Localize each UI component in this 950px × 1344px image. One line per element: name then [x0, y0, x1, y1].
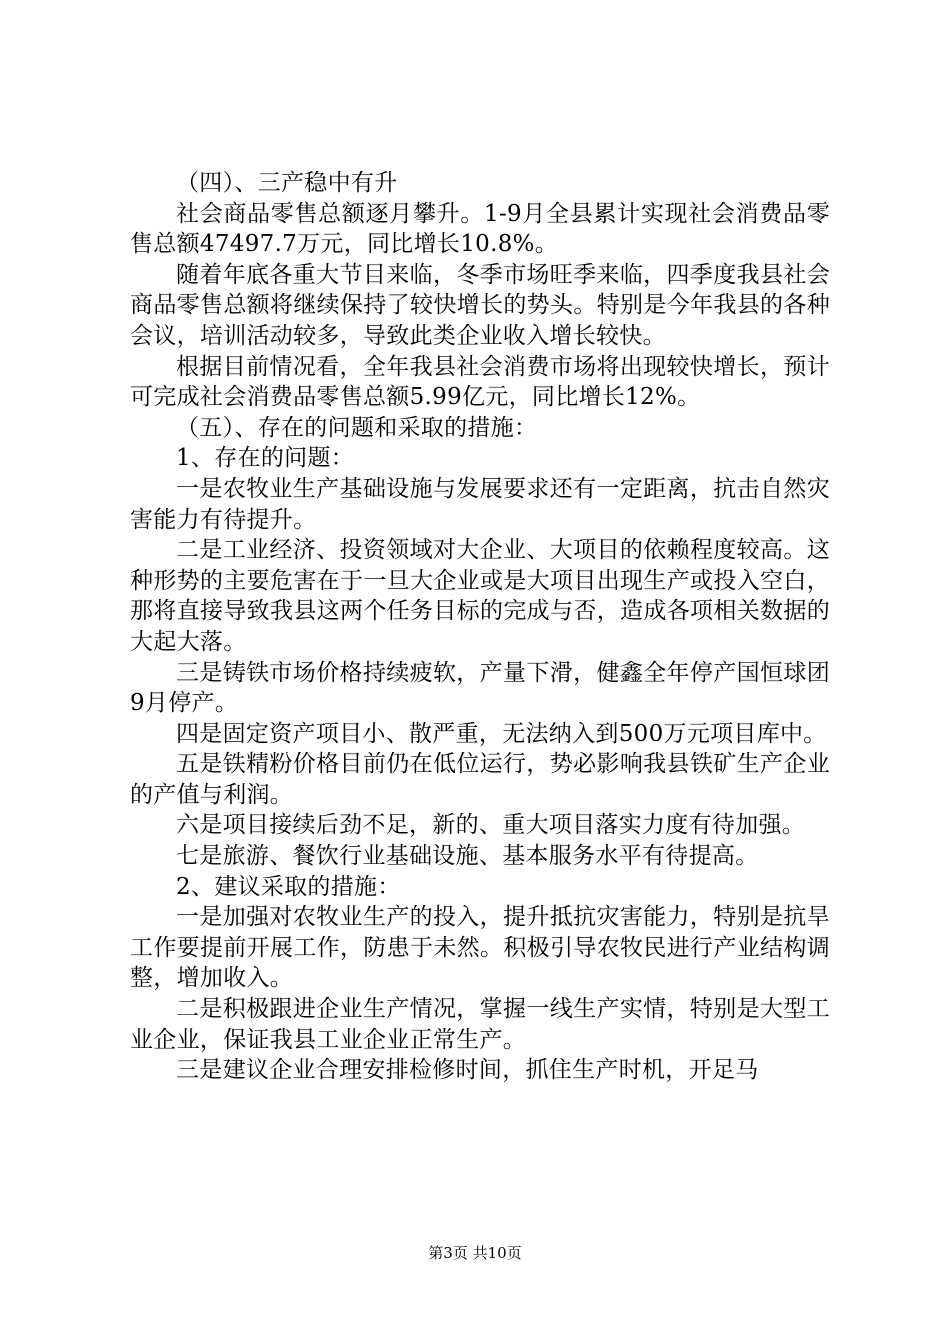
- paragraph: 二是积极跟进企业生产情况，掌握一线生产实情，特别是大型工业企业，保证我县工业企业正常生产。: [130, 996, 830, 1053]
- document-body: [130, 168, 830, 1086]
- section-heading-four: （四）、三产稳中有升: [176, 170, 398, 196]
- paragraph: 一是加强对农牧业生产的投入，提升抵抗灾害能力，特别是抗旱工作要提前开展工作，防患于未然。积极引导农牧民进行产业结构调整，增加收入。: [130, 904, 830, 992]
- section-heading-five: （五）、存在的问题和采取的措施：: [176, 414, 538, 441]
- page-number-footer: 第3页 共10页: [428, 1244, 522, 1262]
- paragraph: 七是旅游、餐饮行业基础设施、基本服务水平有待提高。: [176, 843, 759, 870]
- paragraph: 一是农牧业生产基础设施与发展要求还有一定距离，抗击自然灾害能力有待提升。: [130, 475, 830, 533]
- paragraph: 二是工业经济、投资领域对大企业、大项目的依赖程度较高。这种形势的主要危害在于一旦大企业或是大项目出现生产或投入空白，那将直接导致我县这两个任务目标的完成与否，造成各项相关数据的大起大落。: [130, 537, 830, 655]
- paragraph: 社会商品零售总额逐月攀升。1-9月全县累计实现社会消费品零售总额47497.7万元，同比增长10.8%。: [130, 200, 830, 258]
- paragraph: 三是铸铁市场价格持续疲软，产量下滑，健鑫全年停产国恒球团9月停产。: [130, 659, 830, 717]
- paragraph: 随着年底各重大节目来临，冬季市场旺季来临，四季度我县社会商品零售总额将继续保持了较快增长的势头。特别是今年我县的各种会议，培训活动较多，导致此类企业收入增长较快。: [130, 261, 830, 349]
- subheading-problems: 1、存在的问题：: [176, 445, 355, 472]
- paragraph: 四是固定资产项目小、散严重，无法纳入到500万元项目库中。: [176, 720, 827, 747]
- paragraph: 三是建议企业合理安排检修时间，抓住生产时机，开足马: [176, 1057, 759, 1084]
- subheading-measures: 2、建议采取的措施：: [176, 873, 401, 900]
- paragraph: 六是项目接续后劲不足，新的、重大项目落实力度有待加强。: [176, 812, 806, 839]
- paragraph: 根据目前情况看，全年我县社会消费市场将出现较快增长，预计可完成社会消费品零售总额5.99亿元，同比增长12%。: [130, 353, 830, 411]
- paragraph: 五是铁精粉价格目前仍在低位运行，势必影响我县铁矿生产企业的产值与利润。: [130, 751, 830, 808]
